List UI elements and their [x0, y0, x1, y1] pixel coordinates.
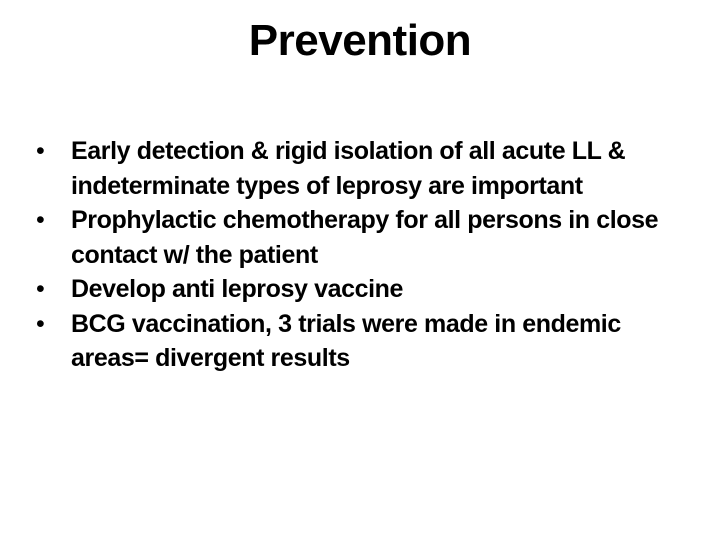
bullet-item — [36, 134, 696, 203]
bullet-icon: • — [36, 206, 45, 234]
slide-title: Prevention — [248, 16, 472, 65]
bullet-icon: • — [36, 275, 45, 303]
bullet-item — [36, 203, 696, 272]
bullet-icon: • — [36, 309, 45, 338]
bullet-text: BCG vaccination, 3 trials were made in endemic areas= divergent results — [71, 309, 621, 372]
bullet-item — [36, 272, 696, 307]
bullet-text: Prophylactic chemotherapy for all persons in close contact w/ the patient — [71, 206, 659, 269]
bullet-text: Early detection & rigid isolation of all acute LL & indeterminate types of leprosy are important — [71, 137, 626, 200]
bullet-list — [36, 134, 696, 376]
bullet-item — [36, 307, 696, 376]
bullet-text: Develop anti leprosy vaccine — [71, 275, 404, 303]
bullet-icon: • — [36, 137, 45, 165]
